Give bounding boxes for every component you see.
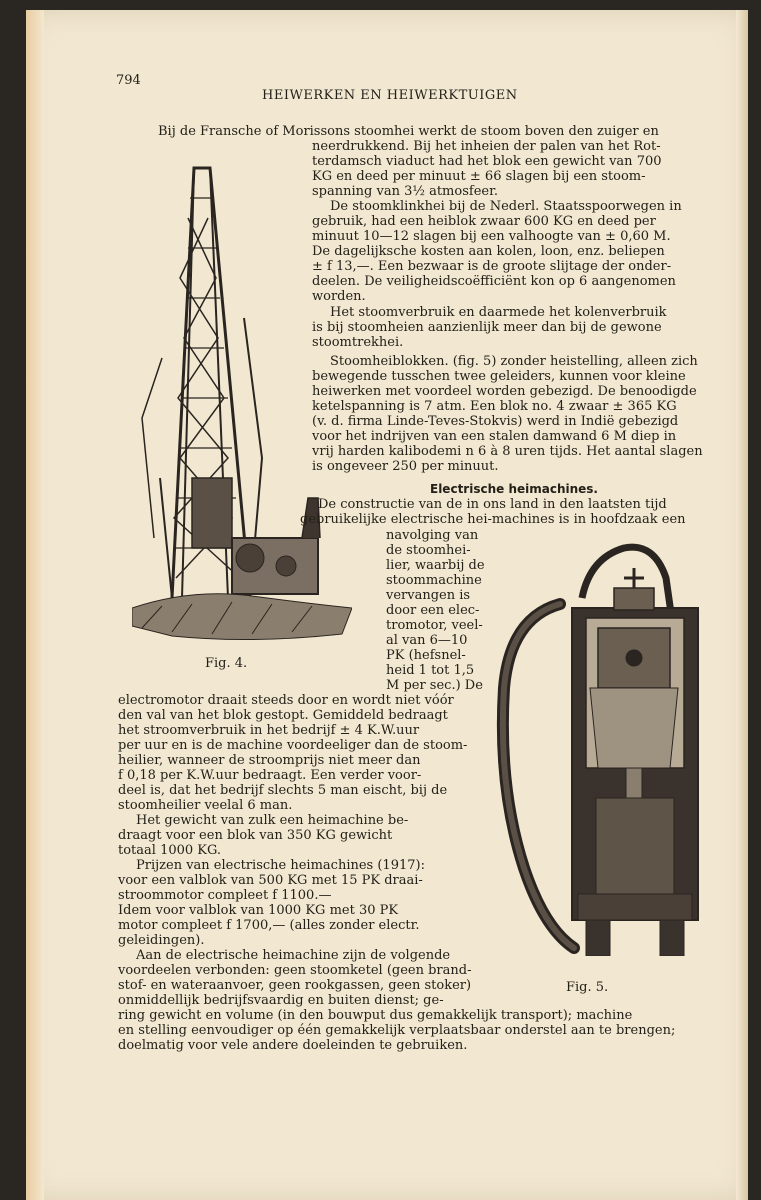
text-line: per uur en is de machine voordeeliger dan de stoom- xyxy=(118,738,468,753)
text-line: Het stoomverbruik en daarmede het kolenverbruik xyxy=(330,305,667,320)
text-line: heid 1 tot 1,5 xyxy=(386,663,475,678)
text-line: PK (hefsnel- xyxy=(386,648,466,663)
text-line: voor een valblok van 500 KG met 15 PK draai- xyxy=(118,873,423,888)
text-line: De constructie van de in ons land in den laatsten tijd xyxy=(318,497,667,512)
text-line: M per sec.) De xyxy=(386,678,483,693)
text-line: vervangen is xyxy=(386,588,471,603)
text-line: gebruik, had een heiblok zwaar 600 KG en deed per xyxy=(312,214,656,229)
text-line: en stelling eenvoudiger op één gemakkelijk verplaatsbaar onderstel aan te brengen; xyxy=(118,1023,676,1038)
text-line: doelmatig voor vele andere doeleinden te gebruiken. xyxy=(118,1038,468,1053)
running-title: HEIWERKEN EN HEIWERKTUIGEN xyxy=(262,88,518,103)
text-line: lier, waarbij de xyxy=(386,558,485,573)
text-line: stoomheilier veelal 6 man. xyxy=(118,798,293,813)
figure-5-steam-hammer xyxy=(494,538,718,956)
text-line: is bij stoomheien aanzienlijk meer dan bij de gewone xyxy=(312,320,662,335)
text-line: heiwerken met voordeel worden gebezigd. De benoodigde xyxy=(312,384,697,399)
section-heading-electrische-heimachines: Electrische heimachines. xyxy=(430,482,598,496)
text-line: neerdrukkend. Bij het inheien der palen van het Rot- xyxy=(312,139,661,154)
text-line: f 0,18 per K.W.uur bedraagt. Een verder voor- xyxy=(118,768,422,783)
text-line: bewegende tusschen twee geleiders, kunnen voor kleine xyxy=(312,369,686,384)
figure-5-caption: Fig. 5. xyxy=(566,980,609,995)
text-line: deelen. De veiligheidscoëfficiënt kon op 6 aangenomen xyxy=(312,274,676,289)
text-line: stoommachine xyxy=(386,573,482,588)
text-line: heilier, wanneer de stroomprijs niet meer dan xyxy=(118,753,421,768)
text-line: Stoomheiblokken. (fig. 5) zonder heistelling, alleen zich xyxy=(330,354,698,369)
text-line: door een elec- xyxy=(386,603,480,618)
text-line: spanning van 3½ atmosfeer. xyxy=(312,184,498,199)
text-line: Bij de Fransche of Morissons stoomhei werkt de stoom boven den zuiger en xyxy=(158,124,659,139)
text-line: navolging van xyxy=(386,528,479,543)
figure-4-caption: Fig. 4. xyxy=(205,656,248,671)
page-binding xyxy=(26,10,44,1200)
text-line: Idem voor valblok van 1000 KG met 30 PK xyxy=(118,903,399,918)
text-line: Prijzen van electrische heimachines (1917): xyxy=(136,858,425,873)
text-line: stroommotor compleet f 1100.— xyxy=(118,888,332,903)
text-line: worden. xyxy=(312,289,366,304)
text-line: De stoomklinkhei bij de Nederl. Staatsspoorwegen in xyxy=(330,199,682,214)
text-line: totaal 1000 KG. xyxy=(118,843,222,858)
text-line: onmiddellijk bedrijfsvaardig en buiten dienst; ge- xyxy=(118,993,444,1008)
text-line: ring gewicht en volume (in den bouwput dus gemakkelijk transport); machine xyxy=(118,1008,633,1023)
text-line: is ongeveer 250 per minuut. xyxy=(312,459,499,474)
text-line: (v. d. firma Linde-Teves-Stokvis) werd in Indië gebezigd xyxy=(312,414,679,429)
text-line: stof- en wateraanvoer, geen rookgassen, geen stoker) xyxy=(118,978,472,993)
text-line: ± f 13,—. Een bezwaar is de groote slijtage der onder- xyxy=(312,259,672,274)
text-line: stoomtrekhei. xyxy=(312,335,404,350)
text-line: voordeelen verbonden: geen stoomketel (geen brand- xyxy=(118,963,472,978)
text-line: het stroomverbruik in het bedrijf ± 4 K.W.uur xyxy=(118,723,420,738)
text-line: den val van het blok gestopt. Gemiddeld bedraagt xyxy=(118,708,448,723)
text-line: de stoomhei- xyxy=(386,543,471,558)
text-line: voor het indrijven van een stalen damwand 6 M diep in xyxy=(312,429,677,444)
text-line: KG en deed per minuut ± 66 slagen bij een stoom- xyxy=(312,169,646,184)
text-line: Het gewicht van zulk een heimachine be- xyxy=(136,813,409,828)
text-line: De dagelijksche kosten aan kolen, loon, enz. beliepen xyxy=(312,244,665,259)
text-line: motor compleet f 1700,— (alles zonder electr. xyxy=(118,918,420,933)
text-line: deel is, dat het bedrijf slechts 5 man eischt, bij de xyxy=(118,783,448,798)
text-line: geleidingen). xyxy=(118,933,205,948)
text-line: al van 6—10 xyxy=(386,633,468,648)
text-line: ketelspanning is 7 atm. Een blok no. 4 zwaar ± 365 KG xyxy=(312,399,677,414)
text-line: gebruikelijke electrische hei-machines is in hoofdzaak een xyxy=(300,512,686,527)
text-line: draagt voor een blok van 350 KG gewicht xyxy=(118,828,393,843)
text-line: electromotor draait steeds door en wordt niet vóór xyxy=(118,693,454,708)
page-edge xyxy=(736,10,748,1200)
text-line: Aan de electrische heimachine zijn de volgende xyxy=(136,948,451,963)
text-line: terdamsch viaduct had het blok een gewicht van 700 xyxy=(312,154,662,169)
page-number: 794 xyxy=(116,73,141,88)
text-line: tromotor, veel- xyxy=(386,618,483,633)
text-line: minuut 10—12 slagen bij een valhoogte van ± 0,60 M. xyxy=(312,229,671,244)
text-line: vrij harden kalibodemi n 6 à 8 uren tijds. Het aantal slagen xyxy=(312,444,703,459)
